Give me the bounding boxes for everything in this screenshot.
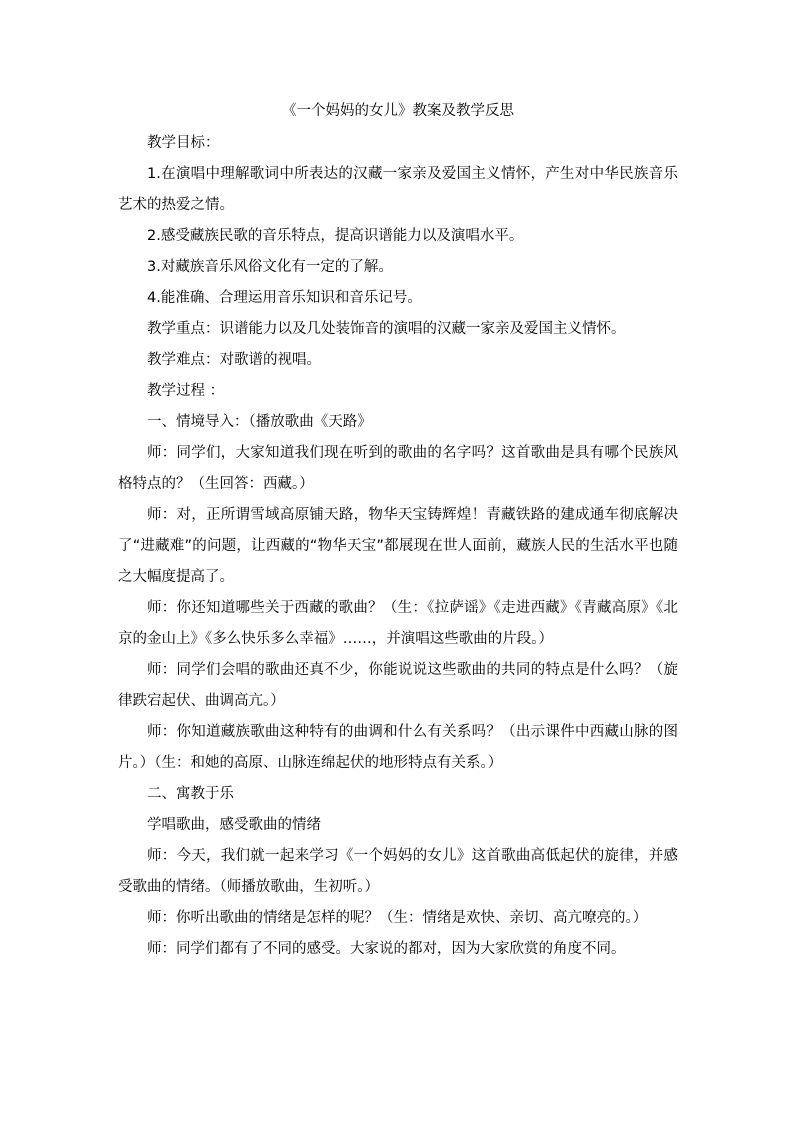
paragraph-goal-3: 3.对藏族音乐风俗文化有一定的了解。	[147, 259, 393, 275]
paragraph-dialogue-5: 师：你知道藏族歌曲这种特有的曲调和什么有关系吗？（出示课件中西藏山脉的图片。）（生：和她的高原、山脉连绵起伏的地形特点有关系。）	[118, 724, 678, 771]
paragraph-goal-1: 1.在演唱中理解歌词中所表达的汉藏一家亲及爱国主义情怀，产生对中华民族音乐艺术的热爱之情。	[118, 166, 678, 213]
paragraph-dialogue-6: 师：今天，我们就一起来学习《一个妈妈的女儿》这首歌曲高低起伏的旋律，并感受歌曲的情绪。（师播放歌曲，生初听。）	[118, 848, 678, 895]
document-page	[118, 100, 678, 965]
paragraph-teaching-process-heading: 教学过程 ：	[147, 383, 225, 399]
paragraph-section-1-heading: 一、情境导入：（播放歌曲《天路》	[147, 414, 372, 430]
paragraph-section-2-heading: 二、寓教于乐	[147, 786, 234, 802]
paragraph-teaching-goals-heading: 教学目标：	[147, 135, 220, 151]
paragraph-dialogue-4: 师：同学们会唱的歌曲还真不少，你能说说这些歌曲的共同的特点是什么吗？（旋律跌宕起伏、曲调高亢。）	[118, 662, 678, 709]
paragraph-goal-4: 4.能准确、合理运用音乐知识和音乐记号。	[147, 290, 422, 306]
document-title: 《一个妈妈的女儿》教案及教学反思	[282, 103, 514, 119]
paragraph-dialogue-7: 师：你听出歌曲的情绪是怎样的呢？（生：情绪是欢快、亲切、高亢嘹亮的。）	[147, 910, 648, 926]
paragraph-teaching-focus: 教学重点：识谱能力以及几处装饰音的演唱的汉藏一家亲及爱国主义情怀。	[147, 321, 626, 337]
paragraph-subheading-learn-song: 学唱歌曲，感受歌曲的情绪	[147, 817, 321, 833]
paragraph-dialogue-8: 师：同学们都有了不同的感受。大家说的都对，因为大家欣赏的角度不同。	[147, 941, 626, 957]
paragraph-goal-2: 2.感受藏族民歌的音乐特点，提高识谱能力以及演唱水平。	[147, 228, 524, 244]
paragraph-dialogue-2: 师：对，正所谓雪域高原铺天路，物华天宝铸辉煌！青藏铁路的建成通车彻底解决了“进藏难”的问题，让西藏的“物华天宝”都展现在世人面前，藏族人民的生活水平也随之大幅度提高了。	[118, 507, 678, 585]
paragraph-teaching-difficulty: 教学难点：对歌谱的视唱。	[147, 352, 321, 368]
paragraph-dialogue-3: 师：你还知道哪些关于西藏的歌曲？（生：《拉萨谣》《走进西藏》《青藏高原》《北京的金山上》《多么快乐多么幸福》……，并演唱这些歌曲的片段。）	[118, 600, 678, 647]
paragraph-dialogue-1: 师：同学们，大家知道我们现在听到的歌曲的名字吗？这首歌曲是具有哪个民族风格特点的？（生回答：西藏。）	[118, 445, 678, 492]
